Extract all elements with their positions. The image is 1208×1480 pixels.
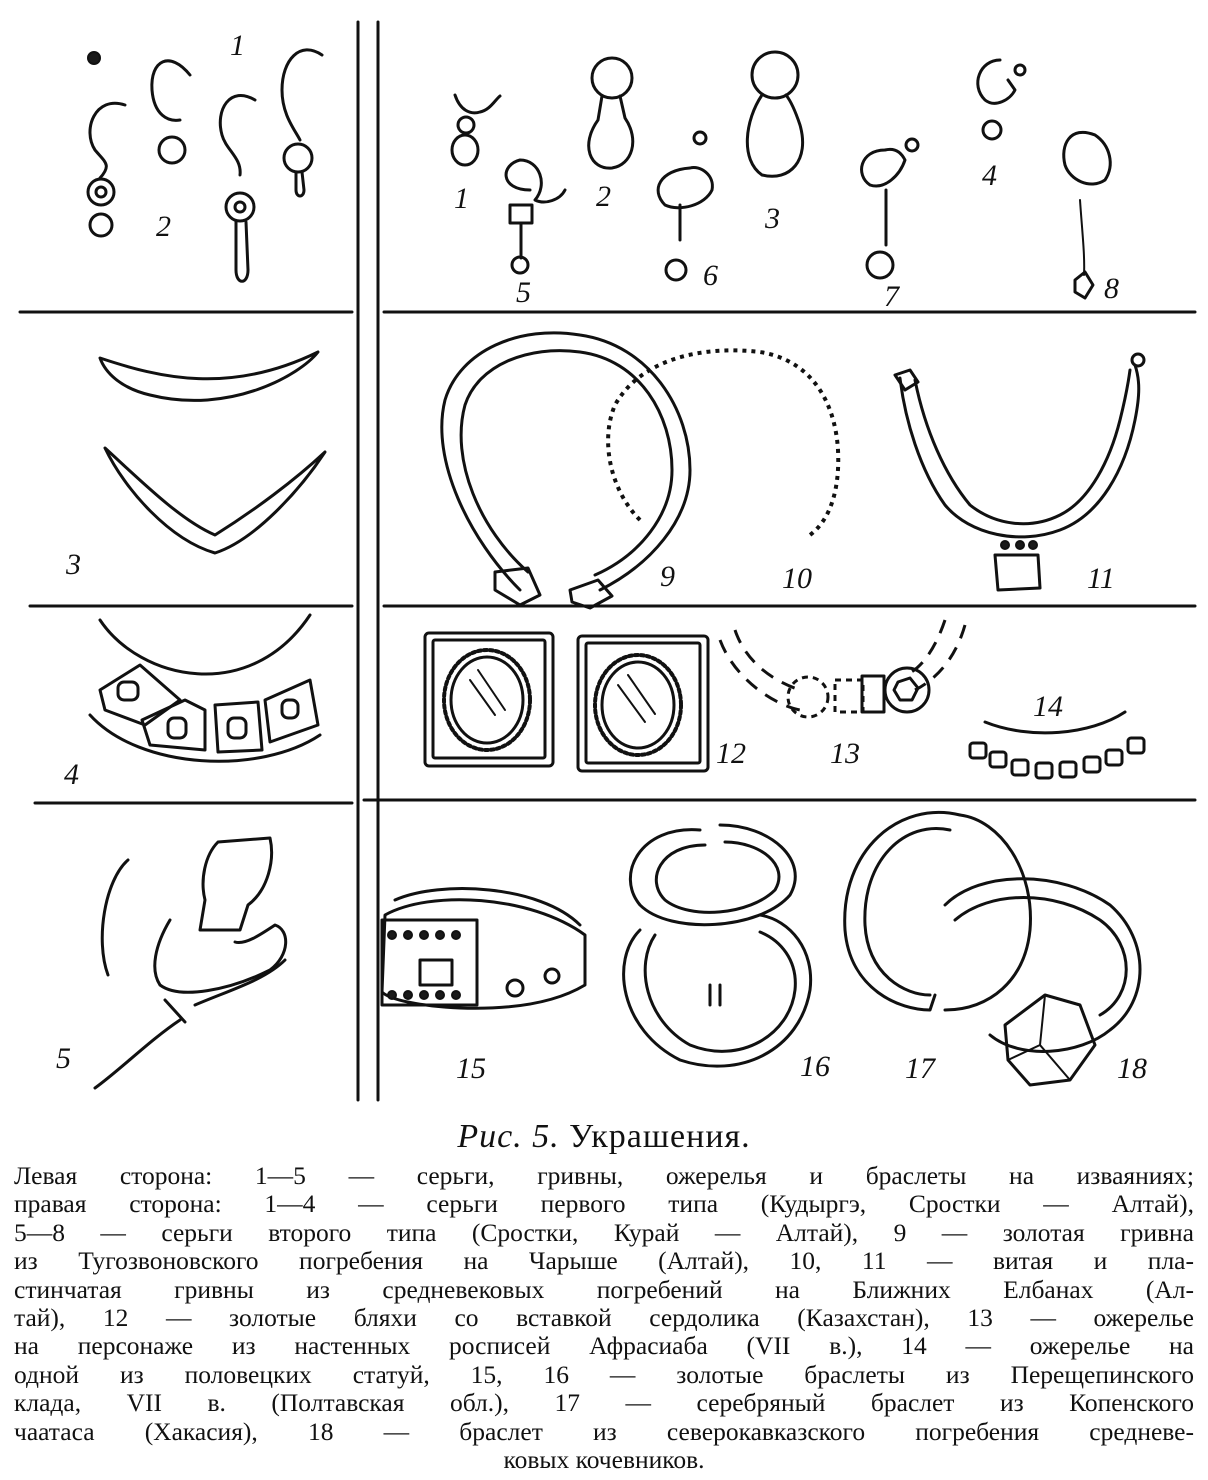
right-label-b17: 17 xyxy=(905,1052,935,1085)
right-label-e3: 3 xyxy=(765,202,780,235)
left-earrings-drawing xyxy=(88,29,322,281)
left-label-5: 5 xyxy=(56,1042,71,1075)
right-label-e7: 7 xyxy=(884,280,899,313)
caption-line: правая сторона: 1—4 — серьги первого типа (Кудыргэ, Сростки — Алтай), xyxy=(14,1189,1194,1219)
caption-line: стинчатая гривны из средневековых погребений на Ближних Елбанах (Ал- xyxy=(14,1274,1194,1304)
right-label-e8: 8 xyxy=(1104,272,1119,305)
figure-number: Рис. 5. xyxy=(457,1118,560,1155)
right-label-b16: 16 xyxy=(800,1050,830,1083)
figure-title: Украшения. xyxy=(569,1118,751,1155)
right-label-n14: 14 xyxy=(1033,690,1063,723)
right-label-b15: 15 xyxy=(456,1052,486,1085)
right-label-g11: 11 xyxy=(1087,562,1115,595)
left-bracelet-5-drawing xyxy=(56,838,286,1088)
right-label-e5: 5 xyxy=(516,276,531,309)
right-label-n13: 13 xyxy=(830,737,860,770)
right-label-g9: 9 xyxy=(660,560,675,593)
right-label-b18: 18 xyxy=(1117,1052,1147,1085)
figure-caption-title xyxy=(0,1118,1208,1156)
right-label-e1: 1 xyxy=(454,182,469,215)
right-label-g10: 10 xyxy=(782,562,812,595)
left-label-2: 2 xyxy=(156,210,171,243)
left-necklace-3-drawing xyxy=(65,352,325,581)
left-label-3: 3 xyxy=(66,548,81,581)
figure-caption-body xyxy=(14,1162,1194,1474)
caption-line: одной из половецких статуй, 15, 16 — золотые браслеты из Перещепинского xyxy=(14,1359,1194,1389)
right-label-p12: 12 xyxy=(716,737,746,770)
caption-line: клада, VII в. (Полтавская обл.), 17 — серебряный браслет из Копенского xyxy=(14,1388,1194,1418)
caption-line: ковых кочевников. xyxy=(503,1445,705,1475)
caption-line: Левая сторона: 1—5 — серьги, гривны, ожерелья и браслеты на изваяниях; xyxy=(14,1161,1194,1190)
right-plaques-necklaces-drawing xyxy=(425,620,1144,778)
right-bracelets-drawing xyxy=(382,812,1147,1085)
caption-line: из Тугозвоновского погребения на Чарыше (Алтай), 10, 11 — витая и пла- xyxy=(14,1246,1194,1276)
caption-line: тай), 12 — золотые бляхи со вставкой сердолика (Казахстан), 13 — ожерелье xyxy=(14,1303,1194,1333)
right-label-e2: 2 xyxy=(596,180,611,213)
right-earrings-drawing xyxy=(452,52,1119,313)
caption-line: чаатаса (Хакасия), 18 — браслет из северокавказского погребения средневе- xyxy=(14,1416,1194,1446)
left-label-4: 4 xyxy=(64,758,79,791)
right-grivnas-drawing xyxy=(442,333,1144,608)
caption-line: на персонаже из настенных росписей Афрасиаба (VII в.), 14 — ожерелье на xyxy=(14,1331,1194,1361)
caption-line: 5—8 — серьги второго типа (Сростки, Курай — Алтай), 9 — золотая гривна xyxy=(14,1217,1194,1247)
right-label-e4: 4 xyxy=(982,159,997,192)
left-necklace-4-drawing xyxy=(64,615,320,791)
right-label-e6: 6 xyxy=(703,259,718,292)
left-label-1: 1 xyxy=(230,29,245,62)
